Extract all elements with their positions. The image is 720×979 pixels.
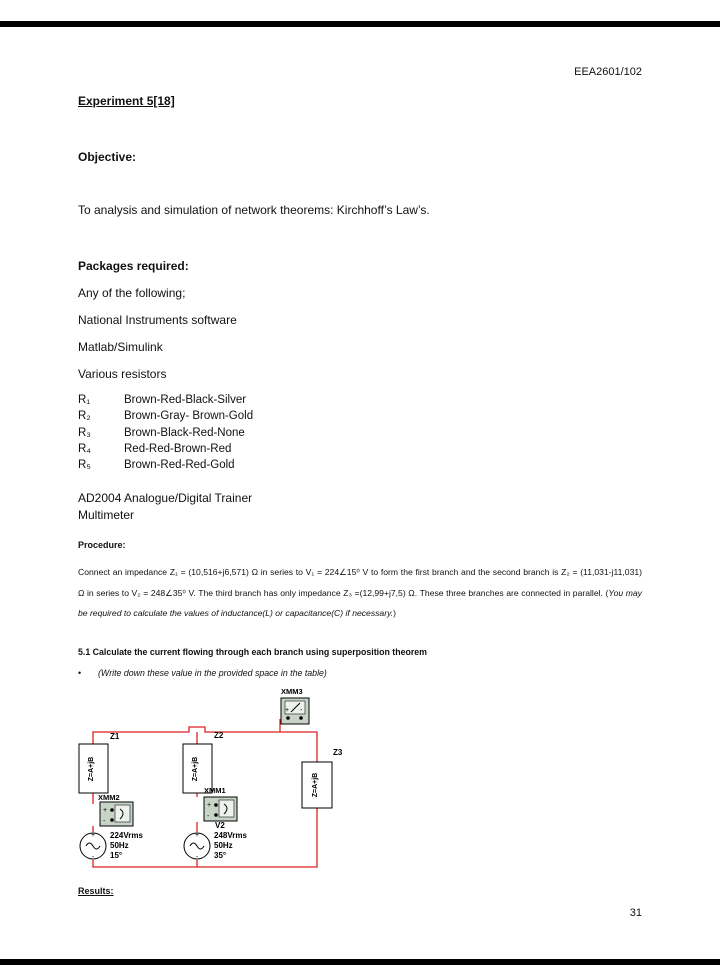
top-border xyxy=(0,21,720,27)
svg-text:-: - xyxy=(91,854,95,861)
z1-label: Z1 xyxy=(110,732,120,741)
ac-source-2-icon xyxy=(184,832,210,861)
z3-box-label: Z=A+jB xyxy=(312,772,319,798)
multimeter-1-icon xyxy=(204,797,237,821)
table-note: (Write down these value in the provided space in the table) xyxy=(98,668,327,678)
resistor-code: Brown-Black-Red-None xyxy=(124,427,245,439)
package-item: National Instruments software xyxy=(78,313,237,327)
source-2-voltage: 248Vrms xyxy=(214,831,247,840)
resistor-label: R₃ xyxy=(78,427,91,439)
objective-heading: Objective: xyxy=(78,150,137,164)
procedure-end: ) xyxy=(393,608,396,618)
source-2-phase: 35° xyxy=(214,851,227,860)
source-1-frequency: 50Hz xyxy=(110,841,129,850)
equipment-item: Multimeter xyxy=(78,508,135,522)
step-5-1: 5.1 Calculate the current flowing through each branch using superposition theorem xyxy=(78,647,427,657)
z2-box-label: Z=A+jB xyxy=(192,756,199,782)
procedure-heading: Procedure: xyxy=(78,540,126,550)
resistor-label: R₂ xyxy=(78,410,91,422)
procedure-note-italic: You may be required to calculate the values of inductance(L) or capacitance(C) if necessary. xyxy=(78,587,642,618)
page-number: 31 xyxy=(629,907,642,919)
resistor-label: R₅ xyxy=(78,459,91,471)
package-item: Various resistors xyxy=(78,367,167,381)
z2-label: Z2 xyxy=(214,731,224,740)
circuit-diagram xyxy=(70,683,360,875)
bullet-icon: • xyxy=(78,668,82,678)
course-code: EEA2601/102 xyxy=(574,66,642,78)
svg-text:-: - xyxy=(300,707,303,714)
package-item: Matlab/Simulink xyxy=(78,340,163,354)
ac-source-1-icon xyxy=(80,832,106,861)
results-heading: Results: xyxy=(78,886,114,896)
resistor-code: Brown-Red-Red-Gold xyxy=(124,459,235,471)
resistor-code: Red-Red-Brown-Red xyxy=(124,443,232,455)
z1-box-label: Z=A+jB xyxy=(88,756,95,782)
resistor-code: Brown-Gray- Brown-Gold xyxy=(124,410,254,422)
svg-text:+: + xyxy=(207,802,212,809)
source-1-voltage: 224Vrms xyxy=(110,831,143,840)
xmm1-label: XMM1 xyxy=(204,786,226,795)
experiment-title: Experiment 5[18] xyxy=(78,94,175,108)
svg-text:-: - xyxy=(103,818,106,825)
resistor-code: Brown-Red-Black-Silver xyxy=(124,394,247,406)
procedure-main: Connect an impedance Z₁ = (10,516+j6,571) Ω in series to V₁ = 224∠15⁰ V to form the first branch and the second branch is Z₂ = (11,031-j11,031) Ω in series to V₂ = 248∠35⁰ V. The third branch has only impedance Z₃ =(12,99+j7,5) Ω. These three branches are connected in parallel. ( xyxy=(78,567,642,598)
source-1-phase: 15° xyxy=(110,851,123,860)
z3-label: Z3 xyxy=(333,748,343,757)
svg-text:+: + xyxy=(194,832,200,839)
svg-text:+: + xyxy=(103,807,108,814)
svg-text:-: - xyxy=(195,854,199,861)
bottom-border xyxy=(0,959,720,965)
source-2-frequency: 50Hz xyxy=(214,841,233,850)
xmm2-label: XMM2 xyxy=(98,793,120,802)
resistor-label: R₄ xyxy=(78,443,91,455)
svg-text:-: - xyxy=(207,813,210,820)
procedure-text xyxy=(78,562,642,624)
multimeter-3-icon xyxy=(281,698,309,724)
svg-text:+: + xyxy=(285,707,290,714)
v2-label: V2 xyxy=(215,821,225,830)
xmm3-label: XMM3 xyxy=(281,687,303,696)
package-item: Any of the following; xyxy=(78,286,186,300)
resistor-label: R₁ xyxy=(78,394,91,406)
equipment-item: AD2004 Analogue/Digital Trainer xyxy=(78,491,253,505)
objective-text: To analysis and simulation of network theorems: Kirchhoff’s Law’s. xyxy=(78,203,430,217)
packages-heading: Packages required: xyxy=(78,259,189,273)
multimeter-2-icon xyxy=(100,802,133,826)
svg-text:+: + xyxy=(90,832,96,839)
